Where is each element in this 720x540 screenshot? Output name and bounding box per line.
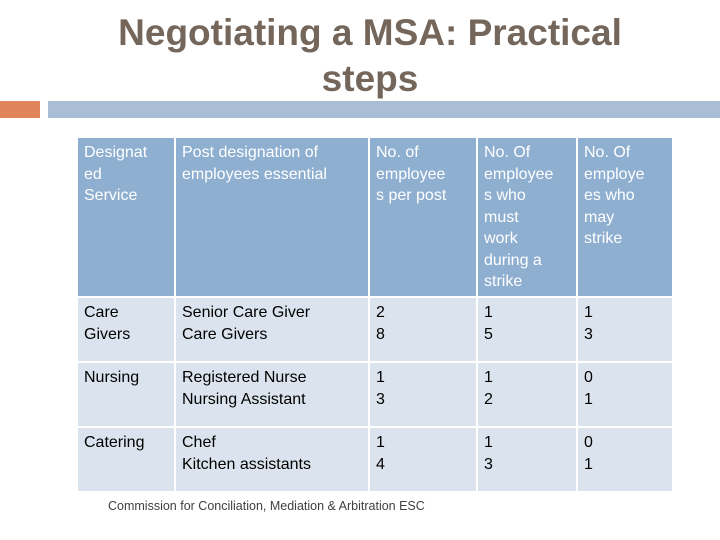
table-row [78,363,672,426]
table-cell: 0 1 [578,428,672,491]
header-employees-per-post: No. of employee s per post [370,138,476,296]
accent-bar-blue [48,101,720,118]
header-designated-service: Designat ed Service [78,138,174,296]
msa-table [76,136,674,493]
table-cell: 1 3 [478,428,576,491]
table-row [78,428,672,491]
table-header-row [78,138,672,296]
table-cell: Senior Care Giver Care Givers [176,298,368,361]
table-cell: Catering [78,428,174,491]
table-cell: 1 3 [370,363,476,426]
table-cell: 0 1 [578,363,672,426]
table-cell: Chef Kitchen assistants [176,428,368,491]
table-cell: 1 3 [578,298,672,361]
table-cell: 1 2 [478,363,576,426]
table-cell: Registered Nurse Nursing Assistant [176,363,368,426]
table-cell: 1 4 [370,428,476,491]
header-must-work: No. Of employee s who must work during a strike [478,138,576,296]
header-may-strike: No. Of employe es who may strike [578,138,672,296]
table-cell: Nursing [78,363,174,426]
slide-title: Negotiating a MSA: Practical steps [118,12,622,99]
accent-bar-orange [0,101,40,118]
table-row [78,298,672,361]
slide-footer: Commission for Conciliation, Mediation & Arbitration ESC [108,499,425,513]
table-cell: Care Givers [78,298,174,361]
header-post-designation: Post designation of employees essential [176,138,368,296]
table-cell: 1 5 [478,298,576,361]
table-cell: 2 8 [370,298,476,361]
